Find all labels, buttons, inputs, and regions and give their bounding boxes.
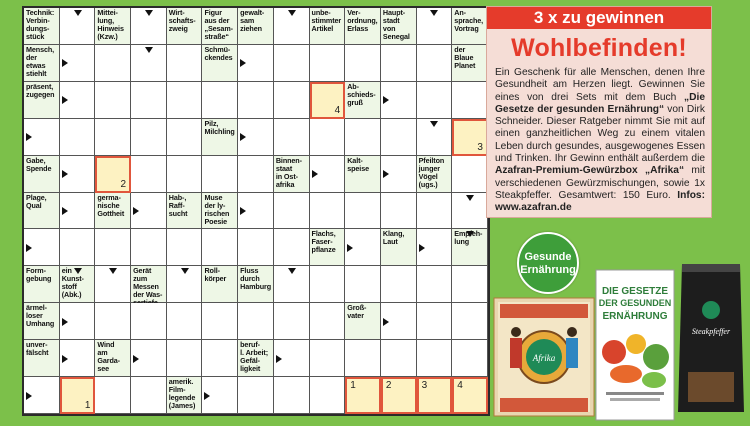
clue-cell <box>310 8 346 45</box>
clue-text: Mittei- lung, Hinweis (Kzw.) <box>97 8 124 41</box>
clue-text: Pfeilton junger Vögel (ugs.) <box>418 155 445 189</box>
clue-text: Ab- schieds- gruß <box>347 81 376 107</box>
answer-cell[interactable] <box>417 82 453 119</box>
clue-text: Empfeh- lung <box>454 229 483 247</box>
clue-text: Binnen- staat in Ost- afrika <box>275 155 302 189</box>
clue-cell <box>345 82 381 119</box>
clue-text: Mensch, der etwas stiehlt <box>26 44 55 78</box>
answer-cell[interactable] <box>274 377 310 414</box>
clue-text: der Blaue Planet <box>454 44 476 70</box>
clue-cell <box>274 156 310 193</box>
answer-cell[interactable] <box>452 266 488 303</box>
arrow-right-icon <box>383 96 389 104</box>
clue-text: Gerät zum Messen der Was- <box>133 266 163 300</box>
answer-cell[interactable] <box>167 229 203 266</box>
clue-text: Flachs, Faser- pflanze <box>311 229 336 255</box>
promo-product: Azafran-Premium-Gewürzbox „Afrika“ <box>495 165 685 177</box>
solution-number: 2 <box>385 380 392 392</box>
clue-text: Wind am Garda- see <box>97 340 120 374</box>
clue-cell <box>238 340 274 377</box>
answer-cell[interactable] <box>131 377 167 414</box>
clue-cell <box>24 193 60 230</box>
clue-text: Klang, Laut <box>382 229 405 247</box>
clue-cell <box>167 377 203 414</box>
answer-cell[interactable] <box>95 303 131 340</box>
answer-cell[interactable] <box>417 340 453 377</box>
answer-cell[interactable] <box>274 119 310 156</box>
promo-text-2: von Dirk Schneider. Dieser Ratgeber nimmt Sie mit auf einen ganzheitlichen Weg zu einem vitalen Leben durch gesundes, ausgewogenes Essen und Trinken. Ihr Gewinn enthält außerdem die <box>495 103 705 165</box>
clue-text: Form- gebung <box>26 266 52 284</box>
bag-label: Steakpfeffer <box>691 327 731 336</box>
answer-cell[interactable] <box>202 82 238 119</box>
answer-cell[interactable] <box>417 45 453 82</box>
clue-cell <box>381 229 417 266</box>
answer-cell[interactable] <box>95 229 131 266</box>
solution-number: 3 <box>421 380 428 392</box>
answer-cell[interactable] <box>417 266 453 303</box>
clue-cell <box>131 266 167 303</box>
arrow-right-icon <box>62 207 68 215</box>
answer-cell[interactable] <box>202 303 238 340</box>
promo-text-1: Ein Geschenk für alle Menschen, denen Ihre Gesundheit am Herzen liegt. Gewinnen Sie eines von drei Sets mit dem Buch <box>495 67 705 103</box>
arrow-down-icon <box>466 231 474 237</box>
clue-cell <box>95 340 131 377</box>
answer-cell[interactable] <box>274 82 310 119</box>
answer-cell[interactable] <box>202 156 238 193</box>
arrow-right-icon <box>133 207 139 215</box>
solution-cell[interactable] <box>417 377 453 414</box>
clue-cell <box>202 193 238 230</box>
clue-text: ein Kunst- stoff (Abk.) <box>61 266 84 300</box>
clue-cell <box>167 193 203 230</box>
arrow-right-icon <box>312 170 318 178</box>
arrow-down-icon <box>74 268 82 274</box>
clue-text: Groß- vater <box>347 303 367 321</box>
promo-header: 3 x zu gewinnen <box>487 7 711 29</box>
arrow-right-icon <box>62 318 68 326</box>
svg-text:ERNÄHRUNG: ERNÄHRUNG <box>602 311 668 322</box>
clue-cell <box>24 303 60 340</box>
answer-cell[interactable] <box>345 193 381 230</box>
promo-box <box>486 6 712 218</box>
answer-cell[interactable] <box>95 119 131 156</box>
answer-cell[interactable] <box>238 377 274 414</box>
answer-cell[interactable] <box>345 119 381 156</box>
answer-cell[interactable] <box>310 377 346 414</box>
clue-text: Hab-, Raff- sucht <box>168 192 188 218</box>
solution-number: 4 <box>457 380 463 392</box>
svg-text:DER GESUNDEN: DER GESUNDEN <box>598 298 672 308</box>
solution-number: 1 <box>350 380 356 392</box>
clue-cell <box>381 8 417 45</box>
book-image <box>596 270 674 420</box>
clue-text: amerik. Film- legende (James) <box>168 377 196 411</box>
arrow-right-icon <box>383 318 389 326</box>
clue-text: Ver- ordnung, Erlass <box>347 8 378 33</box>
arrow-down-icon <box>109 268 117 274</box>
clue-text: Plage, Qual <box>26 192 47 210</box>
answer-cell[interactable] <box>238 303 274 340</box>
solution-number: 2 <box>120 178 127 190</box>
clue-cell <box>345 156 381 193</box>
arrow-right-icon <box>276 355 282 363</box>
answer-cell[interactable] <box>381 119 417 156</box>
clue-cell <box>238 266 274 303</box>
solution-cell[interactable] <box>452 119 488 156</box>
clue-text: Haupt- stadt von Senegal <box>382 8 410 41</box>
solution-cell[interactable] <box>381 377 417 414</box>
clue-text: germa- nische Gottheit <box>97 192 125 218</box>
clue-text: unver- fälscht <box>26 340 49 358</box>
spice-box-label: Afrika <box>532 353 556 363</box>
clue-cell <box>452 45 488 82</box>
clue-cell <box>24 340 60 377</box>
answer-cell[interactable] <box>167 156 203 193</box>
answer-cell[interactable] <box>310 45 346 82</box>
answer-cell[interactable] <box>95 82 131 119</box>
answer-cell[interactable] <box>238 156 274 193</box>
svg-text:DIE GESETZE: DIE GESETZE <box>601 286 669 297</box>
solution-cell[interactable] <box>95 156 131 193</box>
arrow-right-icon <box>347 244 353 252</box>
promo-info-link[interactable]: Infos: www.azafran.de <box>495 189 705 214</box>
answer-cell[interactable] <box>274 303 310 340</box>
arrow-right-icon <box>26 244 32 252</box>
clue-text: Gabe, Spende <box>26 155 52 173</box>
solution-number: 3 <box>477 141 483 153</box>
answer-cell[interactable] <box>238 82 274 119</box>
arrow-right-icon <box>62 59 68 67</box>
crossword-grid <box>22 6 490 416</box>
arrow-down-icon <box>288 10 296 16</box>
answer-cell[interactable] <box>167 340 203 377</box>
clue-cell <box>238 8 274 45</box>
answer-cell[interactable] <box>131 229 167 266</box>
arrow-down-icon <box>430 121 438 127</box>
answer-cell[interactable] <box>60 229 96 266</box>
badge-line-1: Gesunde <box>524 251 572 263</box>
answer-cell[interactable] <box>452 82 488 119</box>
answer-cell[interactable] <box>310 193 346 230</box>
clue-text: Roll- körper <box>204 266 227 284</box>
clue-text: unbe- stimmter Artikel <box>311 8 342 33</box>
promo-book-title: „Die Gesetze der gesunden Ernährung“ <box>495 91 705 115</box>
clue-cell <box>24 45 60 82</box>
clue-cell <box>95 8 131 45</box>
answer-cell[interactable] <box>381 266 417 303</box>
answer-cell[interactable] <box>417 193 453 230</box>
clue-text: An- sprache, Vortrag <box>454 8 484 33</box>
clue-cell <box>24 156 60 193</box>
clue-cell <box>167 8 203 45</box>
clue-text: ärmel- loser Umhang <box>26 303 55 329</box>
arrow-down-icon <box>145 47 153 53</box>
arrow-right-icon <box>133 355 139 363</box>
clue-cell <box>417 156 453 193</box>
arrow-right-icon <box>240 59 246 67</box>
clue-cell <box>24 82 60 119</box>
answer-cell[interactable] <box>452 156 488 193</box>
answer-cell[interactable] <box>167 303 203 340</box>
answer-cell[interactable] <box>310 119 346 156</box>
answer-cell[interactable] <box>274 45 310 82</box>
answer-cell[interactable] <box>131 156 167 193</box>
answer-cell[interactable] <box>381 193 417 230</box>
pepper-bag-image <box>678 264 744 412</box>
solution-cell[interactable] <box>310 82 346 119</box>
solution-cell[interactable] <box>345 377 381 414</box>
answer-cell[interactable] <box>131 303 167 340</box>
clue-cell <box>24 8 60 45</box>
arrow-down-icon <box>145 10 153 16</box>
clue-text: beruf- l. Arbeit; Gefäl- ligkeit <box>240 340 269 374</box>
solution-cell[interactable] <box>452 377 488 414</box>
solution-number: 4 <box>334 104 341 116</box>
clue-text: Kalt- speise <box>347 155 369 173</box>
arrow-right-icon <box>62 96 68 104</box>
answer-cell[interactable] <box>95 45 131 82</box>
arrow-down-icon <box>288 268 296 274</box>
answer-cell[interactable] <box>95 377 131 414</box>
clue-text: präsent, zugegen <box>26 81 55 99</box>
clue-text: Figur aus der „Sesam- straße“ <box>204 8 233 41</box>
clue-text: Schmü- ckendes <box>204 44 233 62</box>
clue-text: Pilz, Milchling <box>204 118 235 136</box>
clue-cell <box>24 266 60 303</box>
clue-cell <box>202 8 238 45</box>
answer-cell[interactable] <box>310 303 346 340</box>
clue-cell <box>95 193 131 230</box>
answer-cell[interactable] <box>274 193 310 230</box>
answer-cell[interactable] <box>167 45 203 82</box>
arrow-right-icon <box>204 392 210 400</box>
clue-text: Technik: Verbin- dungs- stück <box>26 8 55 41</box>
clue-text: Wirt- schafts- zweig <box>168 8 196 33</box>
answer-cell[interactable] <box>60 119 96 156</box>
promo-text-3: mit verschiedenen Gewürzmischungen, sowie 1x Steakpfeffer. Gesamtwert: 150 Euro. <box>495 165 705 201</box>
answer-cell[interactable] <box>167 82 203 119</box>
arrow-right-icon <box>62 170 68 178</box>
answer-cell[interactable] <box>381 340 417 377</box>
clue-cell <box>345 303 381 340</box>
answer-cell[interactable] <box>167 119 203 156</box>
arrow-right-icon <box>62 355 68 363</box>
solution-cell[interactable] <box>60 377 96 414</box>
answer-cell[interactable] <box>417 303 453 340</box>
clue-text: Fluss durch Hamburg <box>240 266 271 292</box>
healthy-nutrition-badge <box>517 232 579 294</box>
arrow-right-icon <box>26 392 32 400</box>
promo-title: Wohlbefinden! <box>511 34 687 62</box>
clue-cell <box>310 229 346 266</box>
answer-cell[interactable] <box>345 45 381 82</box>
clue-text: Muse der ly- rischen Poesie <box>204 192 230 226</box>
arrow-right-icon <box>26 133 32 141</box>
answer-cell[interactable] <box>202 229 238 266</box>
clue-cell <box>202 266 238 303</box>
arrow-down-icon <box>181 268 189 274</box>
answer-cell[interactable] <box>452 303 488 340</box>
answer-cell[interactable] <box>238 229 274 266</box>
answer-cell[interactable] <box>202 340 238 377</box>
arrow-right-icon <box>419 244 425 252</box>
clue-text: gewalt- sam ziehen <box>240 8 265 33</box>
answer-cell[interactable] <box>310 340 346 377</box>
answer-cell[interactable] <box>381 45 417 82</box>
arrow-down-icon <box>430 10 438 16</box>
answer-cell[interactable] <box>345 340 381 377</box>
clue-cell <box>345 8 381 45</box>
answer-cell[interactable] <box>452 340 488 377</box>
promo-body <box>487 63 711 215</box>
solution-number: 1 <box>84 399 91 411</box>
arrow-right-icon <box>240 133 246 141</box>
product-image <box>486 222 750 421</box>
answer-cell[interactable] <box>131 119 167 156</box>
spice-box-image <box>494 298 594 416</box>
clue-cell <box>202 45 238 82</box>
answer-cell[interactable] <box>345 266 381 303</box>
badge-line-2: Ernährung <box>520 264 576 276</box>
answer-cell[interactable] <box>274 229 310 266</box>
answer-cell[interactable] <box>131 82 167 119</box>
arrow-down-icon <box>74 10 82 16</box>
clue-cell <box>452 8 488 45</box>
arrow-down-icon <box>466 195 474 201</box>
arrow-right-icon <box>383 170 389 178</box>
clue-cell <box>202 119 238 156</box>
arrow-right-icon <box>240 207 246 215</box>
answer-cell[interactable] <box>310 266 346 303</box>
